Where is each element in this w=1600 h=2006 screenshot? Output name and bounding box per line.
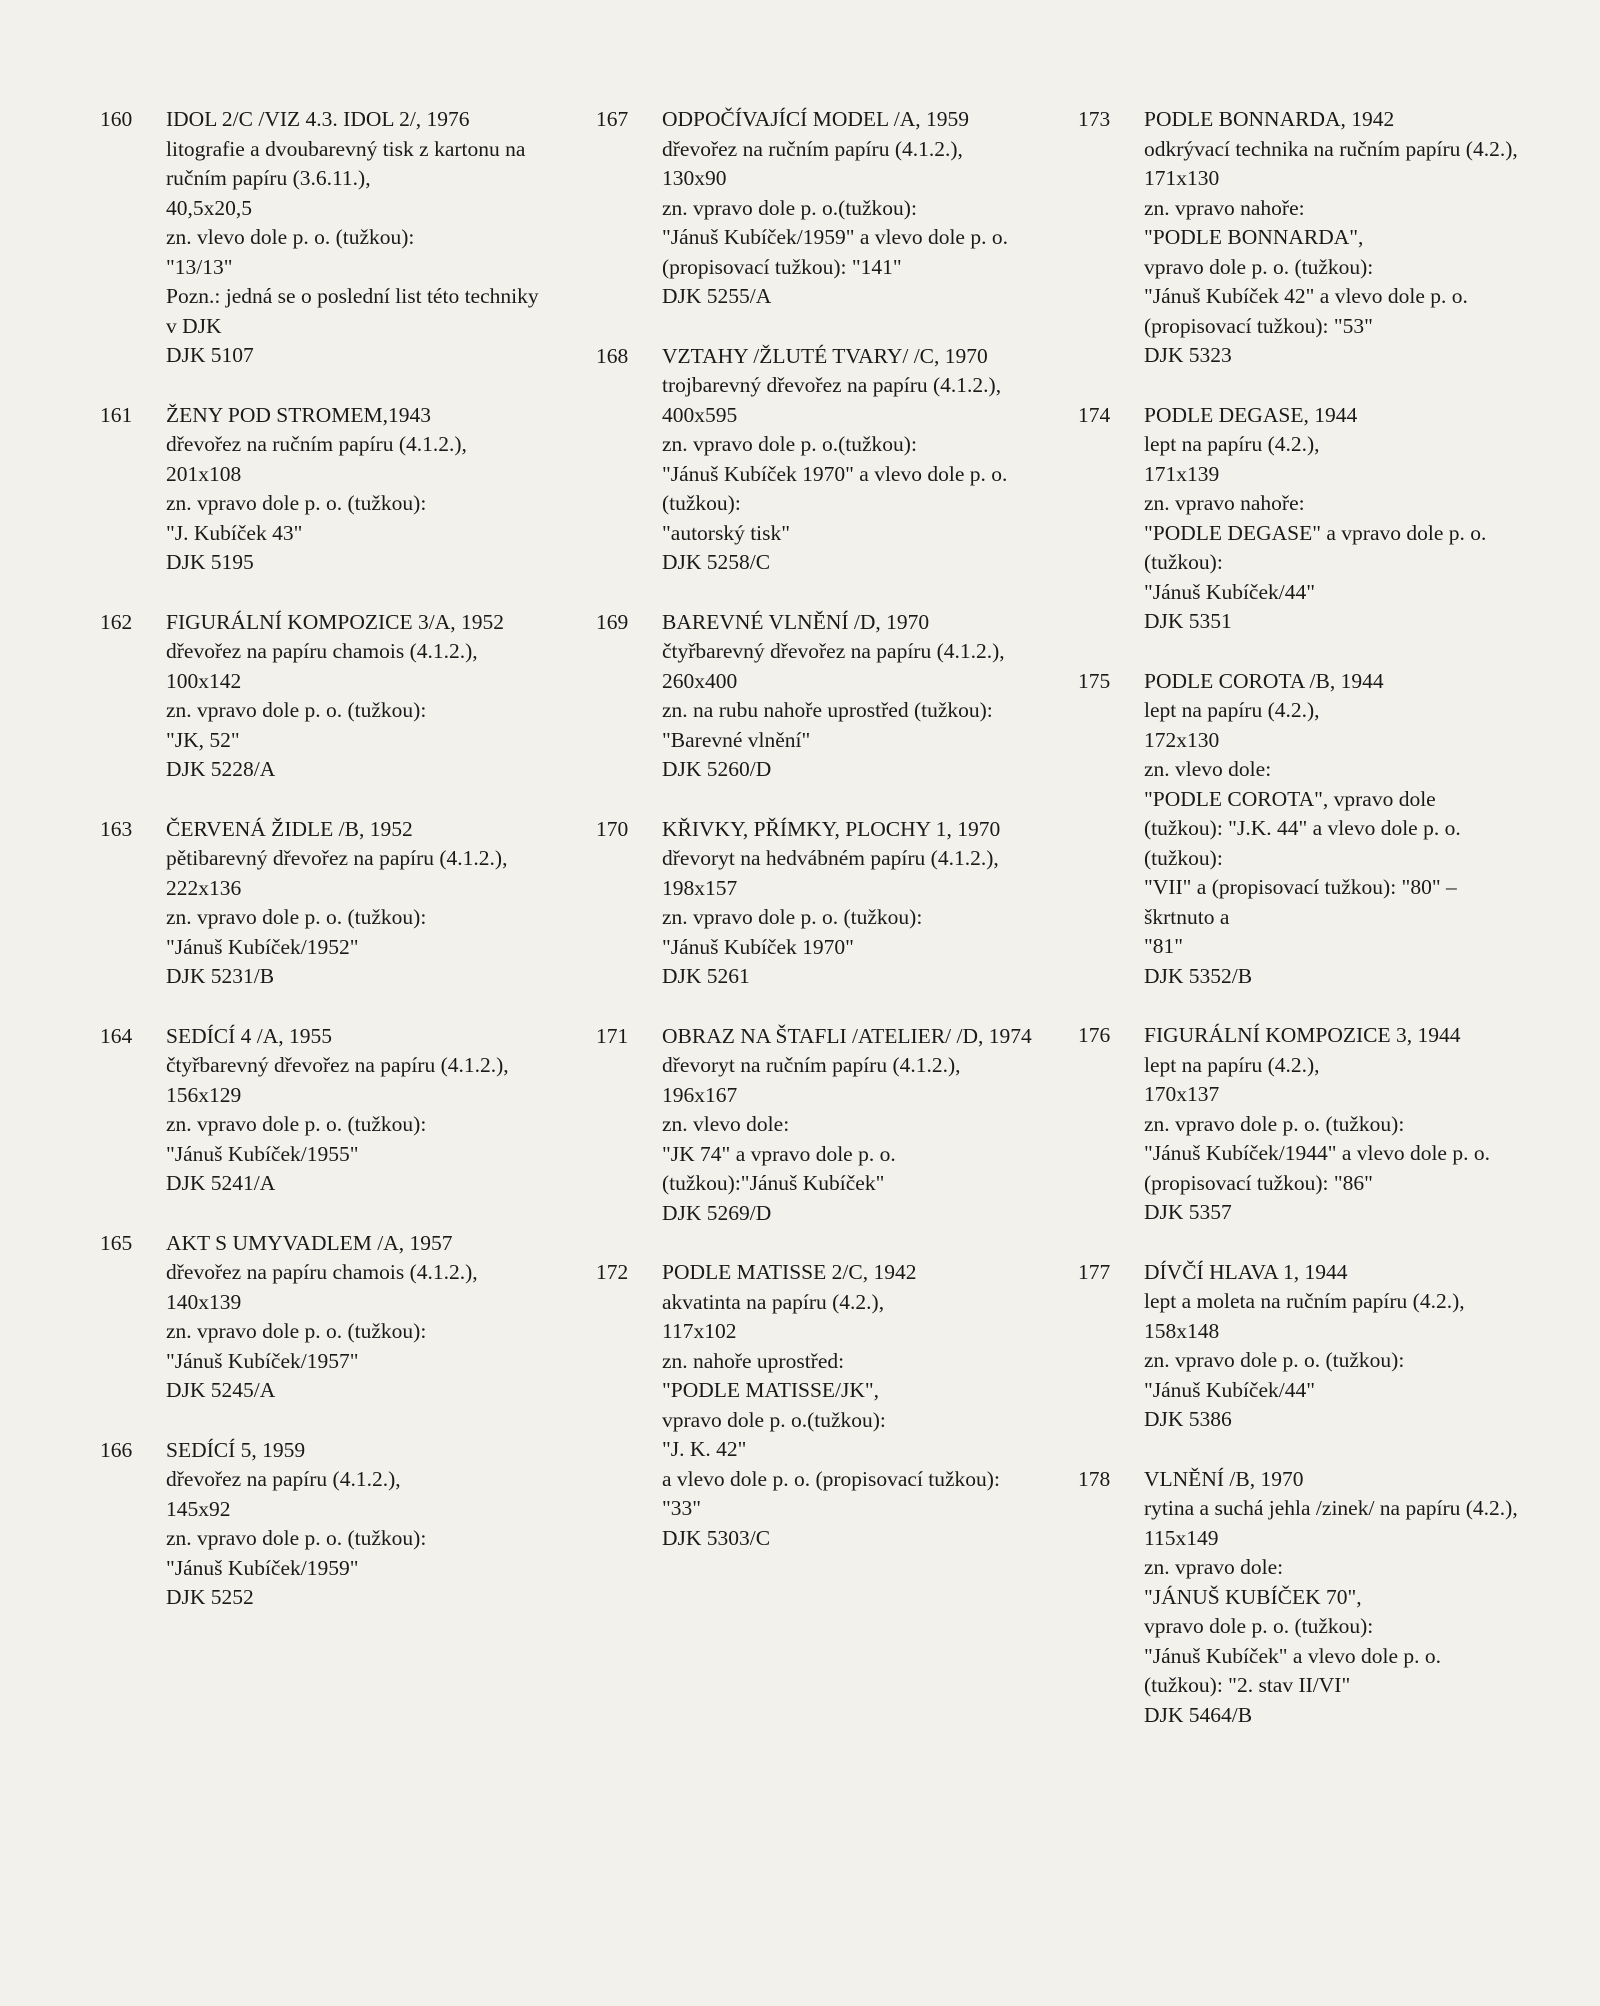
entry-title: VZTAHY /ŽLUTÉ TVARY/ /C, 1970: [662, 343, 988, 368]
entry-detail-line: DJK 5323: [1144, 343, 1232, 367]
catalog-entry: [100, 105, 540, 371]
catalog-entry: [100, 1436, 540, 1613]
entry-detail-line: dřevořez na papíru (4.1.2.),: [166, 1467, 401, 1491]
entry-detail-line: rytina a suchá jehla /zinek/ na papíru (4.2.),: [1144, 1496, 1518, 1520]
entry-detail-line: "81": [1144, 934, 1184, 958]
entry-body: [1144, 105, 1518, 371]
entry-detail-line: "Jánuš Kubíček/44": [1144, 1377, 1316, 1402]
catalog-entry: [1078, 667, 1518, 992]
entry-body: [166, 1229, 540, 1406]
entry-detail-line: zn. vpravo dole p. o. (tužkou):: [166, 1319, 427, 1343]
entry-body: [166, 1436, 540, 1613]
entry-number: 174: [1078, 402, 1111, 427]
entry-detail-line: 222x136: [166, 875, 242, 900]
entry-title: SEDÍCÍ 5, 1959: [166, 1437, 306, 1462]
entry-detail-line: "JÁNUŠ KUBÍČEK 70",: [1144, 1584, 1362, 1609]
entry-number: 170: [596, 816, 629, 841]
entry-title: AKT S UMYVADLEM /A, 1957: [166, 1230, 453, 1255]
catalog-entry: [100, 1229, 540, 1406]
entry-detail-line: pětibarevný dřevořez na papíru (4.1.2.),: [166, 846, 508, 870]
entry-number: 165: [100, 1230, 133, 1255]
entry-detail-line: 156x129: [166, 1082, 242, 1107]
entry-detail-line: dřevoryt na hedvábném papíru (4.1.2.),: [662, 846, 999, 870]
entry-body: [662, 815, 1036, 992]
entry-detail-line: "Jánuš Kubíček/1957": [166, 1348, 359, 1373]
entry-detail-line: dřevořez na ručním papíru (4.1.2.),: [662, 136, 963, 161]
entry-body: [1144, 667, 1518, 992]
entry-title: OBRAZ NA ŠTAFLI /ATELIER/ /D, 1974: [662, 1023, 1032, 1048]
catalog-entry: [596, 105, 1036, 312]
entry-detail-line: 170x137: [1144, 1082, 1220, 1106]
entry-detail-line: dřevořez na papíru chamois (4.1.2.),: [166, 639, 478, 663]
catalog-entry: [596, 815, 1036, 992]
entry-detail-line: DJK 5255/A: [662, 284, 772, 308]
entry-detail-line: 130x90: [662, 166, 727, 190]
entry-body: [662, 1258, 1036, 1553]
entry-detail-line: zn. vlevo dole:: [1144, 757, 1272, 781]
entry-title: PODLE MATISSE 2/C, 1942: [662, 1260, 917, 1284]
entry-detail-line: lept a moleta na ručním papíru (4.2.),: [1144, 1289, 1465, 1313]
entry-detail-line: 40,5x20,5: [166, 195, 252, 220]
catalog-column-3: [1078, 105, 1518, 1760]
entry-detail-line: DJK 5351: [1144, 609, 1232, 633]
entry-detail-line: "JK, 52": [166, 727, 240, 752]
entry-detail-line: "Jánuš Kubíček/1955": [166, 1141, 359, 1166]
entry-detail-line: zn. nahoře uprostřed:: [662, 1348, 845, 1373]
entry-number: 162: [100, 609, 133, 634]
entry-detail-line: 198x157: [662, 875, 738, 900]
entry-detail-line: "VII" a (propisovací tužkou): "80" – škrtnuto a: [1144, 875, 1457, 929]
entry-detail-line: čtyřbarevný dřevořez na papíru (4.1.2.),: [166, 1053, 509, 1077]
catalog-entry: [100, 1022, 540, 1199]
entry-detail-line: DJK 5303/C: [662, 1525, 771, 1550]
entry-detail-line: 140x139: [166, 1289, 242, 1314]
entry-detail-line: litografie a dvoubarevný tisk z kartonu na ručním papíru (3.6.11.),: [166, 136, 526, 190]
entry-body: [1144, 1258, 1518, 1435]
entry-detail-line: "JK 74" a vpravo dole p. o. (tužkou):"Jánuš Kubíček": [662, 1141, 896, 1195]
entry-detail-line: 260x400: [662, 668, 738, 693]
entry-detail-line: 145x92: [166, 1496, 231, 1521]
entry-detail-line: 158x148: [1144, 1318, 1220, 1343]
catalog-entry: [1078, 1021, 1518, 1228]
entry-title: FIGURÁLNÍ KOMPOZICE 3/A, 1952: [166, 609, 505, 634]
catalog-entry: [596, 342, 1036, 578]
entry-detail-line: "Jánuš Kubíček 1970": [662, 934, 854, 959]
entry-detail-line: zn. vpravo dole p. o. (tužkou):: [662, 905, 923, 929]
entry-title: KŘIVKY, PŘÍMKY, PLOCHY 1, 1970: [662, 816, 1001, 841]
entry-number: 169: [596, 609, 629, 634]
entry-number: 166: [100, 1437, 133, 1462]
entry-detail-line: "Jánuš Kubíček 42" a vlevo dole p. o. (propisovací tužkou): "53": [1144, 284, 1468, 338]
entry-detail-line: "Jánuš Kubíček/44": [1144, 579, 1316, 604]
entry-detail-line: "Jánuš Kubíček/1952": [166, 934, 359, 959]
entry-detail-line: "autorský tisk": [662, 520, 791, 545]
entry-title: DÍVČÍ HLAVA 1, 1944: [1144, 1259, 1348, 1284]
entry-detail-line: zn. vpravo dole p. o. (tužkou):: [1144, 1348, 1405, 1372]
entry-detail-line: zn. vpravo nahoře:: [1144, 195, 1305, 220]
catalog-entry: [1078, 1258, 1518, 1435]
entry-number: 160: [100, 107, 133, 131]
entry-body: [662, 342, 1036, 578]
entry-title: PODLE COROTA /B, 1944: [1144, 668, 1384, 693]
entry-detail-line: DJK 5195: [166, 550, 254, 574]
entry-detail-line: dřevořez na ručním papíru (4.1.2.),: [166, 432, 467, 456]
entry-detail-line: "J. K. 42": [662, 1437, 747, 1461]
entry-detail-line: zn. vpravo dole p. o.(tužkou):: [662, 432, 917, 456]
entry-detail-line: lept na papíru (4.2.),: [1144, 698, 1320, 722]
entry-detail-line: zn. vpravo dole p. o. (tužkou):: [166, 491, 427, 515]
entry-title: VLNĚNÍ /B, 1970: [1144, 1466, 1304, 1491]
entry-title: BAREVNÉ VLNĚNÍ /D, 1970: [662, 609, 930, 634]
entry-detail-line: zn. vpravo dole p. o. (tužkou):: [166, 698, 427, 722]
entry-title: FIGURÁLNÍ KOMPOZICE 3, 1944: [1144, 1023, 1461, 1047]
entry-title: ŽENY POD STROMEM,1943: [166, 402, 431, 427]
entry-detail-line: 115x149: [1144, 1525, 1219, 1550]
entry-body: [662, 105, 1036, 312]
entry-detail-line: akvatinta na papíru (4.2.),: [662, 1289, 885, 1314]
catalog-entry: [100, 608, 540, 785]
catalog-entry: [596, 1022, 1036, 1229]
entry-detail-line: "Jánuš Kubíček/1959" a vlevo dole p. o. (propisovací tužkou): "141": [662, 225, 1008, 279]
entry-detail-line: vpravo dole p. o. (tužkou):: [1144, 254, 1374, 279]
entry-detail-line: dřevoryt na ručním papíru (4.1.2.),: [662, 1053, 961, 1077]
entry-title: ODPOČÍVAJÍCÍ MODEL /A, 1959: [662, 107, 969, 131]
entry-detail-line: "Jánuš Kubíček/1959": [166, 1555, 359, 1580]
entry-number: 172: [596, 1260, 629, 1284]
entry-detail-line: DJK 5258/C: [662, 550, 771, 574]
entry-detail-line: "13/13": [166, 254, 233, 279]
entry-detail-line: zn. vlevo dole:: [662, 1112, 790, 1136]
entry-detail-line: "PODLE DEGASE" a vpravo dole p. o. (tužkou):: [1144, 520, 1487, 574]
entry-body: [1144, 1465, 1518, 1731]
entry-detail-line: zn. vpravo dole p. o. (tužkou):: [1144, 1111, 1405, 1136]
entry-detail-line: DJK 5357: [1144, 1200, 1232, 1224]
entry-number: 176: [1078, 1023, 1111, 1047]
entry-number: 175: [1078, 668, 1111, 693]
entry-number: 161: [100, 402, 133, 427]
entry-detail-line: zn. vpravo dole p. o.(tužkou):: [662, 195, 917, 220]
entry-number: 173: [1078, 107, 1111, 131]
entry-detail-line: 196x167: [662, 1082, 738, 1107]
entry-detail-line: DJK 5228/A: [166, 757, 276, 781]
entry-detail-line: DJK 5231/B: [166, 964, 275, 988]
entry-number: 177: [1078, 1259, 1111, 1284]
entry-detail-line: "PODLE MATISSE/JK",: [662, 1378, 880, 1402]
entry-detail-line: odkrývací technika na ručním papíru (4.2.),: [1144, 136, 1518, 161]
entry-detail-line: 100x142: [166, 668, 242, 693]
entry-detail-line: 172x130: [1144, 727, 1220, 752]
entry-detail-line: zn. vpravo dole p. o. (tužkou):: [166, 905, 427, 929]
entry-detail-line: zn. vpravo nahoře:: [1144, 491, 1305, 515]
entry-detail-line: lept na papíru (4.2.),: [1144, 432, 1320, 456]
entry-body: [1144, 401, 1518, 637]
entry-detail-line: "Jánuš Kubíček" a vlevo dole p. o. (tužkou): "2. stav II/VI": [1144, 1643, 1441, 1697]
catalog-column-1: [100, 105, 540, 1643]
entry-detail-line: 171x139: [1144, 461, 1220, 486]
entry-number: 167: [596, 107, 629, 131]
catalog-entry: [1078, 105, 1518, 371]
entry-detail-line: DJK 5261: [662, 964, 750, 988]
entry-body: [662, 1022, 1036, 1229]
entry-title: ČERVENÁ ŽIDLE /B, 1952: [166, 816, 413, 841]
entry-detail-line: "Jánuš Kubíček/1944" a vlevo dole p. o. (propisovací tužkou): "86": [1144, 1141, 1490, 1195]
entry-detail-line: zn. vpravo dole:: [1144, 1555, 1284, 1579]
entry-body: [166, 1022, 540, 1199]
entry-detail-line: "PODLE BONNARDA",: [1144, 225, 1364, 249]
entry-detail-line: lept na papíru (4.2.),: [1144, 1052, 1320, 1077]
catalog-entry: [596, 608, 1036, 785]
entry-detail-line: "PODLE COROTA", vpravo dole (tužkou): "J.K. 44" a vlevo dole p. o. (tužkou):: [1144, 786, 1461, 870]
entry-detail-line: trojbarevný dřevořez na papíru (4.1.2.), 400x595: [662, 373, 1002, 427]
entry-title: IDOL 2/C /VIZ 4.3. IDOL 2/, 1976: [166, 107, 470, 131]
entry-detail-line: DJK 5464/B: [1144, 1702, 1253, 1727]
catalog-entry: [100, 815, 540, 992]
entry-number: 178: [1078, 1466, 1111, 1491]
catalog-column-2: [596, 105, 1036, 1583]
entry-number: 171: [596, 1023, 629, 1048]
entry-detail-line: DJK 5386: [1144, 1407, 1232, 1431]
entry-number: 164: [100, 1023, 133, 1048]
entry-detail-line: 117x102: [662, 1319, 737, 1343]
entry-title: PODLE BONNARDA, 1942: [1144, 107, 1395, 131]
entry-body: [166, 105, 540, 371]
entry-body: [166, 608, 540, 785]
entry-title: PODLE DEGASE, 1944: [1144, 402, 1358, 427]
entry-detail-line: zn. vlevo dole p. o. (tužkou):: [166, 225, 415, 249]
entry-detail-line: DJK 5241/A: [166, 1171, 276, 1195]
entry-detail-line: zn. na rubu nahoře uprostřed (tužkou): "Barevné vlnění": [662, 698, 993, 752]
catalog-entry: [100, 401, 540, 578]
entry-detail-line: vpravo dole p. o. (tužkou):: [1144, 1614, 1374, 1638]
entry-detail-line: 171x130: [1144, 166, 1220, 190]
entry-detail-line: DJK 5107: [166, 343, 254, 367]
entry-body: [166, 401, 540, 578]
entry-detail-line: "Jánuš Kubíček 1970" a vlevo dole p. o. (tužkou):: [662, 461, 1008, 515]
entry-detail-line: zn. vpravo dole p. o. (tužkou):: [166, 1526, 427, 1550]
entry-detail-line: DJK 5260/D: [662, 757, 772, 781]
entry-detail-line: a vlevo dole p. o. (propisovací tužkou): "33": [662, 1466, 1000, 1520]
entry-detail-line: "J. Kubíček 43": [166, 520, 303, 545]
entry-body: [662, 608, 1036, 785]
entry-detail-line: 201x108: [166, 461, 242, 486]
entry-number: 163: [100, 816, 133, 841]
entry-detail-line: čtyřbarevný dřevořez na papíru (4.1.2.),: [662, 639, 1005, 663]
entry-detail-line: DJK 5352/B: [1144, 963, 1253, 988]
entry-body: [166, 815, 540, 992]
catalog-entry: [1078, 1465, 1518, 1731]
entry-detail-line: DJK 5269/D: [662, 1200, 772, 1225]
catalog-entry: [1078, 401, 1518, 637]
entry-detail-line: zn. vpravo dole p. o. (tužkou):: [166, 1112, 427, 1136]
entry-number: 168: [596, 343, 629, 368]
entry-detail-line: vpravo dole p. o.(tužkou):: [662, 1407, 886, 1432]
entry-body: [1144, 1021, 1518, 1228]
entry-detail-line: dřevořez na papíru chamois (4.1.2.),: [166, 1260, 478, 1284]
entry-title: SEDÍCÍ 4 /A, 1955: [166, 1023, 333, 1048]
catalog-entry: [596, 1258, 1036, 1553]
entry-detail-line: DJK 5245/A: [166, 1378, 276, 1402]
entry-detail-line: DJK 5252: [166, 1585, 254, 1609]
entry-detail-line: Pozn.: jedná se o poslední list této techniky v DJK: [166, 284, 539, 338]
